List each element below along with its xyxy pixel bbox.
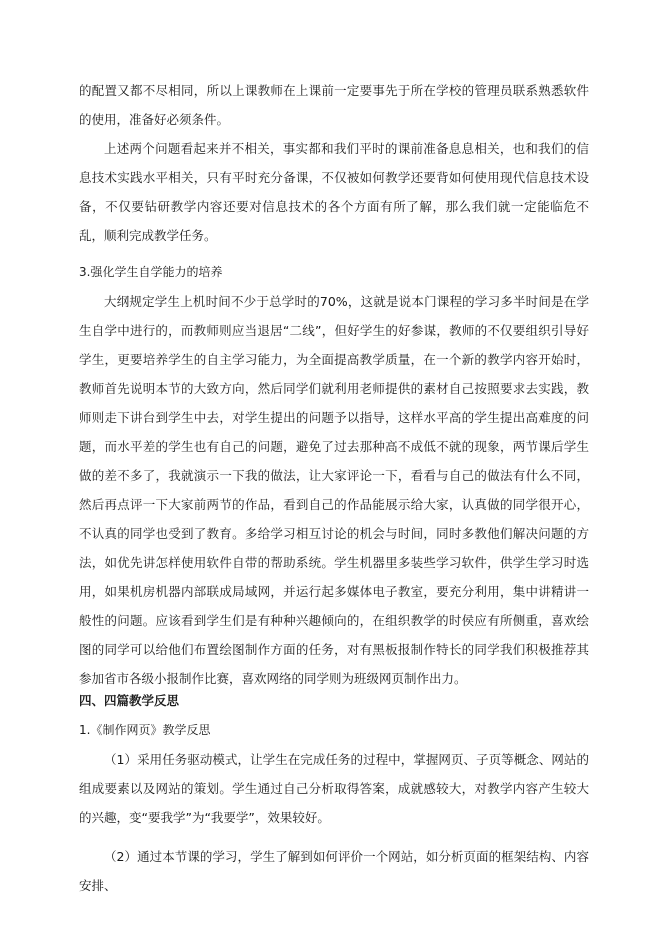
paragraph-self-study: 大纲规定学生上机时间不少于总学时的70%，这就是说本门课程的学习多半时间是在学生自学中进行的，而教师则应当退居“二线”，但好学生的好参谋，教师的不仅要组织引导好学生，更要培养学生的自主学习能力，为全面提高教学质量，在一个新的教学内容开始时，教师首先说明本节的大致方向，然后同学们就利用老师提供的素材自己按照要求去实践，教师则走下讲台到学生中去，对学生提出的问题予以指导，这样水平高的学生提出高难度的问题，而水平差的学生也有自己的问题，避免了过去那种高不成低不就的现象，两节课后学生做的差不多了，我就演示一下我的做法，让大家评论一下，看看与自己的做法有什么不同，然后再点评一下大家前两节的作品，看到自己的作品能展示给大家，认真做的同学很开心，不认真的同学也受到了教育。多给学习相互讨论的机会与时间，同时多教他们解决问题的方法，如优先讲怎样使用软件自带的帮助系统。学生机器里多装些学习软件，供学生学习时选用，如果机房机器内部联成局域网，并运行起多媒体电子教室，要充分利用，集中讲精讲一般性的问题。应该看到学生们是有种种兴趣倾向的，在组织教学的时侯应有所侧重，喜欢绘图的同学可以给他们布置绘图制作方面的任务，对有黑板报制作特长的同学我们积极推荐其参加省市各级小报制作比赛，喜欢网络的同学则为班级网页制作出力。 bbox=[79, 294, 589, 686]
subheading-webpage-reflection: 1.《制作网页》教学反思 bbox=[79, 723, 211, 737]
paragraph-task-driven: （1）采用任务驱动模式，让学生在完成任务的过程中，掌握网页、子页等概念、网站的组成要素以及网站的策划。学生通过自己分析取得答案，成就感较大，对教学内容产生较大的兴趣，变“要我学”为“我要学”，效果较好。 bbox=[79, 752, 589, 825]
paragraph-continuation: 的配置又都不尽相同，所以上课教师在上课前一定要事先于所在学校的管理员联系熟悉软件的使用，准备好必须条件。 bbox=[79, 83, 589, 127]
paragraph-evaluate-website: （2）通过本节课的学习，学生了解到如何评价一个网站，如分析页面的框架结构、内容安排、 bbox=[79, 849, 589, 893]
section-heading-reflections: 四、四篇教学反思 bbox=[79, 693, 180, 708]
heading-self-study: 3.强化学生自学能力的培养 bbox=[79, 265, 223, 279]
paragraph-preparation: 上述两个问题看起来并不相关，事实都和我们平时的课前准备息息相关，也和我们的信息技术实践水平相关，只有平时充分备课，不仅被如何教学还要背如何使用现代信息技术设备，不仅要钻研教学内容还要对信息技术的各个方面有所了解，那么我们就一定能临危不乱，顺利完成教学任务。 bbox=[79, 141, 589, 243]
